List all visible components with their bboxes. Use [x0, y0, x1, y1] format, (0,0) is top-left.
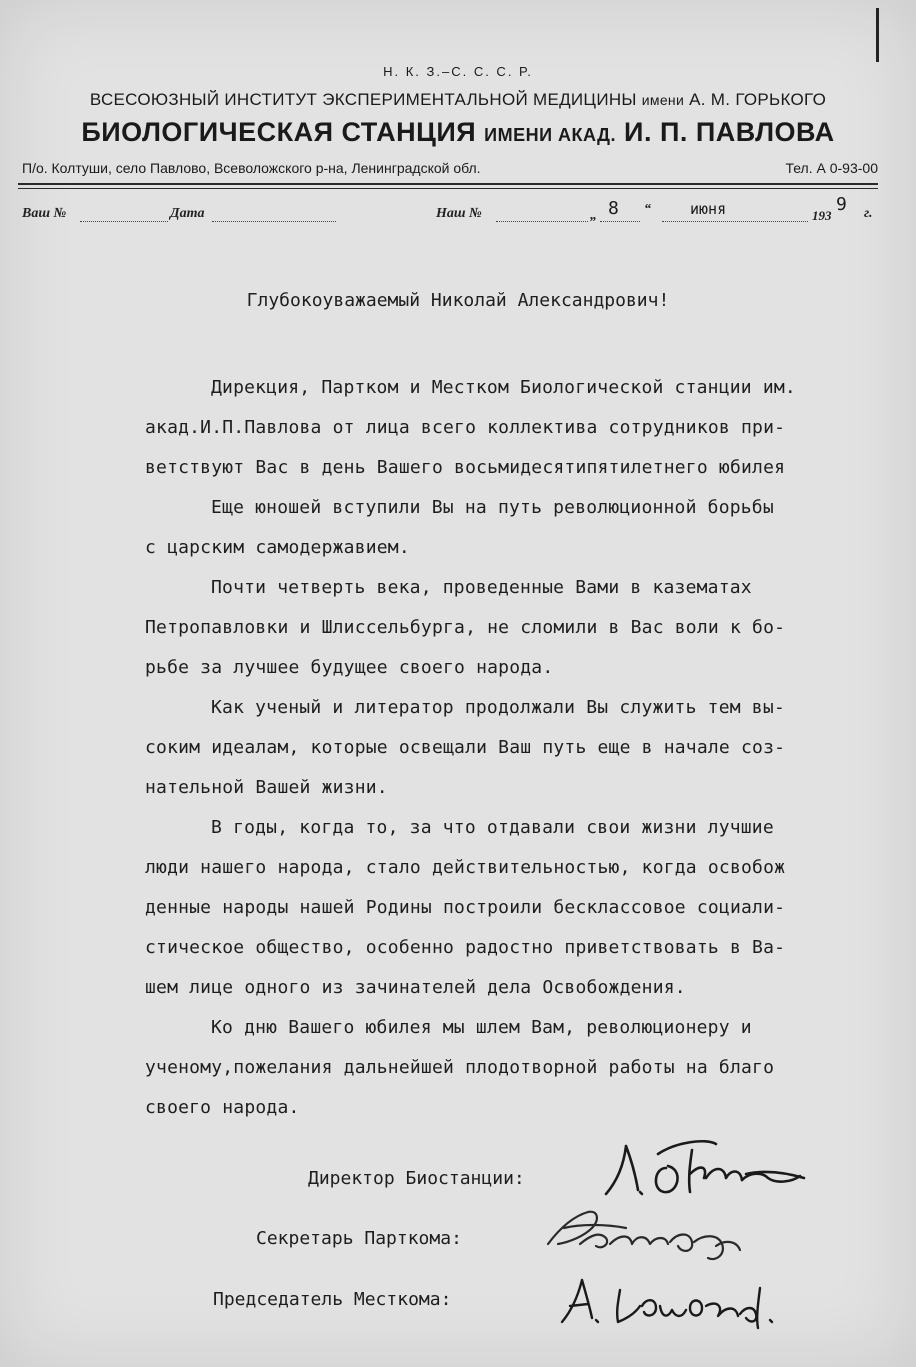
body-line: своего народа. [145, 1097, 300, 1118]
body-line: шем лице одного из зачинателей дела Освобождения. [145, 977, 686, 998]
body-line: люди нашего народа, стало действительностью, когда освобож [145, 857, 786, 878]
letterhead-rule [18, 183, 878, 185]
body-line: с царским самодержавием. [145, 537, 410, 558]
station-name: И. П. ПАВЛОВА [624, 117, 835, 147]
secretary-title: Секретарь Парткома: [256, 1228, 462, 1249]
address: П/о. Колтуши, село Павлово, Всеволожского р-на, Ленинградской обл. [22, 160, 481, 176]
year-prefix: 193 [812, 208, 832, 223]
secretary-signature [540, 1198, 760, 1268]
salutation: Глубокоуважаемый Николай Александрович! [246, 290, 670, 311]
phone: Тел. А 0-93-00 [785, 160, 878, 176]
body-line: В годы, когда то, за что отдавали свои жизни лучшие [211, 817, 774, 838]
body-line: Дирекция, Партком и Местком Биологической станции им. [211, 377, 796, 398]
your-number-label: Ваш № [22, 206, 67, 221]
letterhead-address-row [22, 160, 878, 176]
station-imeni: ИМЕНИ АКАД. [484, 125, 617, 145]
letterhead-rule-thin [18, 188, 878, 189]
year-suffix: 9 [836, 194, 847, 215]
body-line: ветствуют Вас в день Вашего восьмидесятипятилетнего юбилея [145, 457, 786, 478]
body-line: Петропавловки и Шлиссельбурга, не сломили в Вас воли к бо- [145, 617, 786, 638]
letter-body [145, 368, 916, 1128]
chairman-title: Председатель Месткома: [213, 1289, 452, 1310]
year-abbr: г. [864, 206, 873, 221]
chairman-signature [556, 1266, 786, 1336]
director-title: Директор Биостанции: [308, 1168, 525, 1189]
body-line: денные народы нашей Родины построили бесклассовое социали- [145, 897, 786, 918]
letterhead-station [0, 117, 916, 148]
date-field [212, 221, 336, 222]
institute-imeni: имени [641, 92, 685, 108]
date-label: Дата [170, 206, 205, 221]
station-main: БИОЛОГИЧЕСКАЯ СТАНЦИЯ [81, 117, 477, 147]
body-line: ученому,пожелания дальнейшей плодотворной работы на благо [145, 1057, 775, 1078]
institute-main: ВСЕСОЮЗНЫЙ ИНСТИТУТ ЭКСПЕРИМЕНТАЛЬНОЙ МЕДИЦИНЫ [89, 90, 637, 109]
day-field [600, 221, 640, 222]
body-line: Еще юношей вступили Вы на путь революционной борьбы [211, 497, 774, 518]
your-number-field [80, 221, 168, 222]
body-line: Ко дню Вашего юбилея мы шлем Вам, революционеру и [211, 1017, 752, 1038]
date-day: 8 [608, 198, 619, 219]
letterhead-ministry: Н. К. З.–С. С. С. Р. [383, 64, 533, 79]
month-field [662, 221, 808, 222]
body-line: нательной Вашей жизни. [145, 777, 388, 798]
director-signature [596, 1128, 816, 1208]
body-line: стическое общество, особенно радостно приветствовать в Ва- [145, 937, 786, 958]
quote-close: “ [644, 202, 651, 217]
letterhead-institute [0, 90, 916, 110]
body-line: Как ученый и литератор продолжали Вы служить тем вы- [211, 697, 785, 718]
body-line: акад.И.П.Павлова от лица всего коллектива сотрудников при- [145, 417, 786, 438]
institute-name: А. М. ГОРЬКОГО [689, 90, 827, 109]
body-line: Почти четверть века, проведенные Вами в казематах [211, 577, 752, 598]
date-month: июня [690, 200, 727, 218]
body-line: соким идеалам, которые освещали Ваш путь еще в начале соз- [145, 737, 786, 758]
reference-row [22, 194, 882, 226]
our-number-label: Наш № [436, 206, 482, 221]
our-number-field [496, 221, 588, 222]
body-line: рьбе за лучшее будущее своего народа. [145, 657, 554, 678]
corner-pen-mark [876, 8, 879, 62]
quote-open: „ [590, 208, 597, 223]
